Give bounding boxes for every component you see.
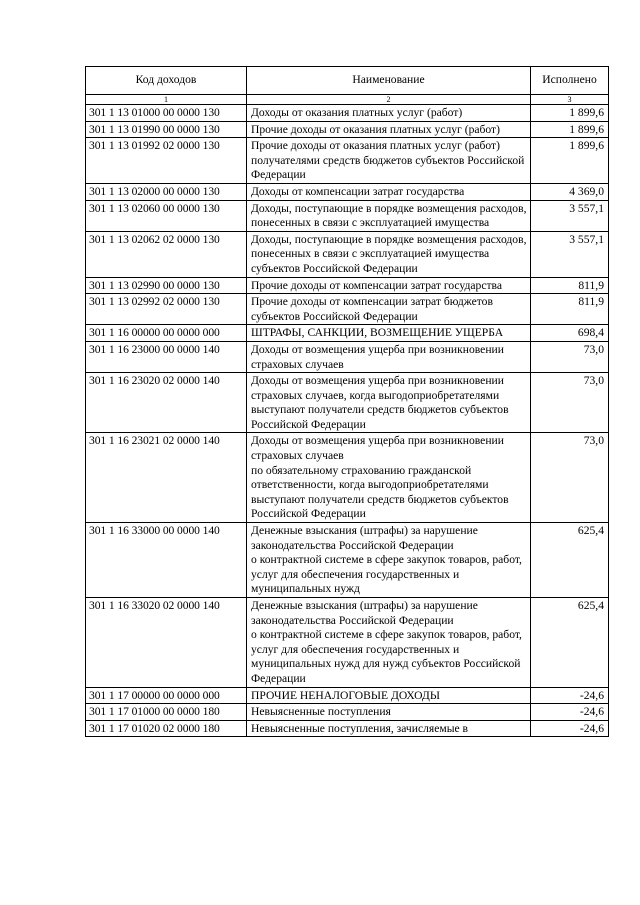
row-code: 301 1 13 02992 02 0000 130	[86, 294, 247, 325]
row-code: 301 1 16 23021 02 0000 140	[86, 433, 247, 523]
row-name: Прочие доходы от компенсации затрат государства	[247, 277, 531, 294]
row-value: 625,4	[531, 523, 609, 598]
row-code: 301 1 16 33020 02 0000 140	[86, 598, 247, 688]
header-code: Код доходов	[86, 67, 247, 95]
row-code: 301 1 16 23000 00 0000 140	[86, 341, 247, 372]
row-code: 301 1 13 01992 02 0000 130	[86, 138, 247, 184]
row-value: 625,4	[531, 598, 609, 688]
row-code: 301 1 13 01990 00 0000 130	[86, 121, 247, 138]
table-row	[86, 200, 609, 231]
row-value: 4 369,0	[531, 183, 609, 200]
table-row	[86, 325, 609, 342]
row-name: Прочие доходы от оказания платных услуг (работ)	[247, 121, 531, 138]
row-value: -24,6	[531, 704, 609, 721]
row-value: 1 899,6	[531, 121, 609, 138]
row-name: Денежные взыскания (штрафы) за нарушение законодательства Российской Федерации о контрактной системе в сфере закупок товаров, работ, услуг для обеспечения государственных и муниципальных нужд	[247, 523, 531, 598]
row-code: 301 1 13 01000 00 0000 130	[86, 105, 247, 122]
row-value: 698,4	[531, 325, 609, 342]
row-code: 301 1 17 01000 00 0000 180	[86, 704, 247, 721]
row-value: 811,9	[531, 294, 609, 325]
row-value: 73,0	[531, 373, 609, 433]
row-name: Прочие доходы от оказания платных услуг (работ) получателями средств бюджетов субъектов Российской Федерации	[247, 138, 531, 184]
table-row	[86, 231, 609, 277]
row-name: Доходы, поступающие в порядке возмещения расходов, понесенных в связи с эксплуатацией имущества субъектов Российской Федерации	[247, 231, 531, 277]
table-row	[86, 138, 609, 184]
header-name: Наименование	[247, 67, 531, 95]
table-row	[86, 121, 609, 138]
row-code: 301 1 17 00000 00 0000 000	[86, 687, 247, 704]
row-name: ШТРАФЫ, САНКЦИИ, ВОЗМЕЩЕНИЕ УЩЕРБА	[247, 325, 531, 342]
row-name: Доходы от компенсации затрат государства	[247, 183, 531, 200]
table-row	[86, 523, 609, 598]
row-code: 301 1 13 02062 02 0000 130	[86, 231, 247, 277]
column-number: 2	[247, 95, 531, 105]
row-value: 811,9	[531, 277, 609, 294]
row-value: 3 557,1	[531, 200, 609, 231]
revenue-table-document	[85, 66, 608, 737]
row-name: ПРОЧИЕ НЕНАЛОГОВЫЕ ДОХОДЫ	[247, 687, 531, 704]
row-value: 73,0	[531, 341, 609, 372]
table-row	[86, 433, 609, 523]
column-number-row	[86, 95, 609, 105]
row-name: Доходы от возмещения ущерба при возникновении страховых случаев, когда выгодоприобретателями выступают получатели средств бюджетов субъектов Российской Федерации	[247, 373, 531, 433]
row-value: 3 557,1	[531, 231, 609, 277]
row-value: 1 899,6	[531, 138, 609, 184]
row-code: 301 1 13 02060 00 0000 130	[86, 200, 247, 231]
column-number: 1	[86, 95, 247, 105]
table-row	[86, 294, 609, 325]
row-name: Прочие доходы от компенсации затрат бюджетов субъектов Российской Федерации	[247, 294, 531, 325]
table-row	[86, 105, 609, 122]
row-name: Доходы от возмещения ущерба при возникновении страховых случаев по обязательному страхованию гражданской ответственности, когда выгодоприобретателями выступают получатели средств бюджетов субъектов Российской Федерации	[247, 433, 531, 523]
row-code: 301 1 16 00000 00 0000 000	[86, 325, 247, 342]
row-name: Денежные взыскания (штрафы) за нарушение законодательства Российской Федерации о контрактной системе в сфере закупок товаров, работ, услуг для обеспечения государственных и муниципальных нужд для нужд субъектов Российской Федерации	[247, 598, 531, 688]
row-code: 301 1 16 33000 00 0000 140	[86, 523, 247, 598]
header-row	[86, 67, 609, 95]
table-row	[86, 704, 609, 721]
row-name: Доходы, поступающие в порядке возмещения расходов, понесенных в связи с эксплуатацией имущества	[247, 200, 531, 231]
row-name: Невыясненные поступления	[247, 704, 531, 721]
table-row	[86, 687, 609, 704]
revenue-table	[85, 66, 609, 737]
table-row	[86, 720, 609, 737]
table-row	[86, 598, 609, 688]
table-row	[86, 277, 609, 294]
row-name: Доходы от возмещения ущерба при возникновении страховых случаев	[247, 341, 531, 372]
table-row	[86, 183, 609, 200]
row-value: 73,0	[531, 433, 609, 523]
row-code: 301 1 13 02000 00 0000 130	[86, 183, 247, 200]
row-name: Доходы от оказания платных услуг (работ)	[247, 105, 531, 122]
column-number: 3	[531, 95, 609, 105]
header-executed: Исполнено	[531, 67, 609, 95]
table-row	[86, 373, 609, 433]
row-value: 1 899,6	[531, 105, 609, 122]
row-name: Невыясненные поступления, зачисляемые в	[247, 720, 531, 737]
table-row	[86, 341, 609, 372]
row-value: -24,6	[531, 687, 609, 704]
row-value: -24,6	[531, 720, 609, 737]
row-code: 301 1 13 02990 00 0000 130	[86, 277, 247, 294]
row-code: 301 1 16 23020 02 0000 140	[86, 373, 247, 433]
row-code: 301 1 17 01020 02 0000 180	[86, 720, 247, 737]
